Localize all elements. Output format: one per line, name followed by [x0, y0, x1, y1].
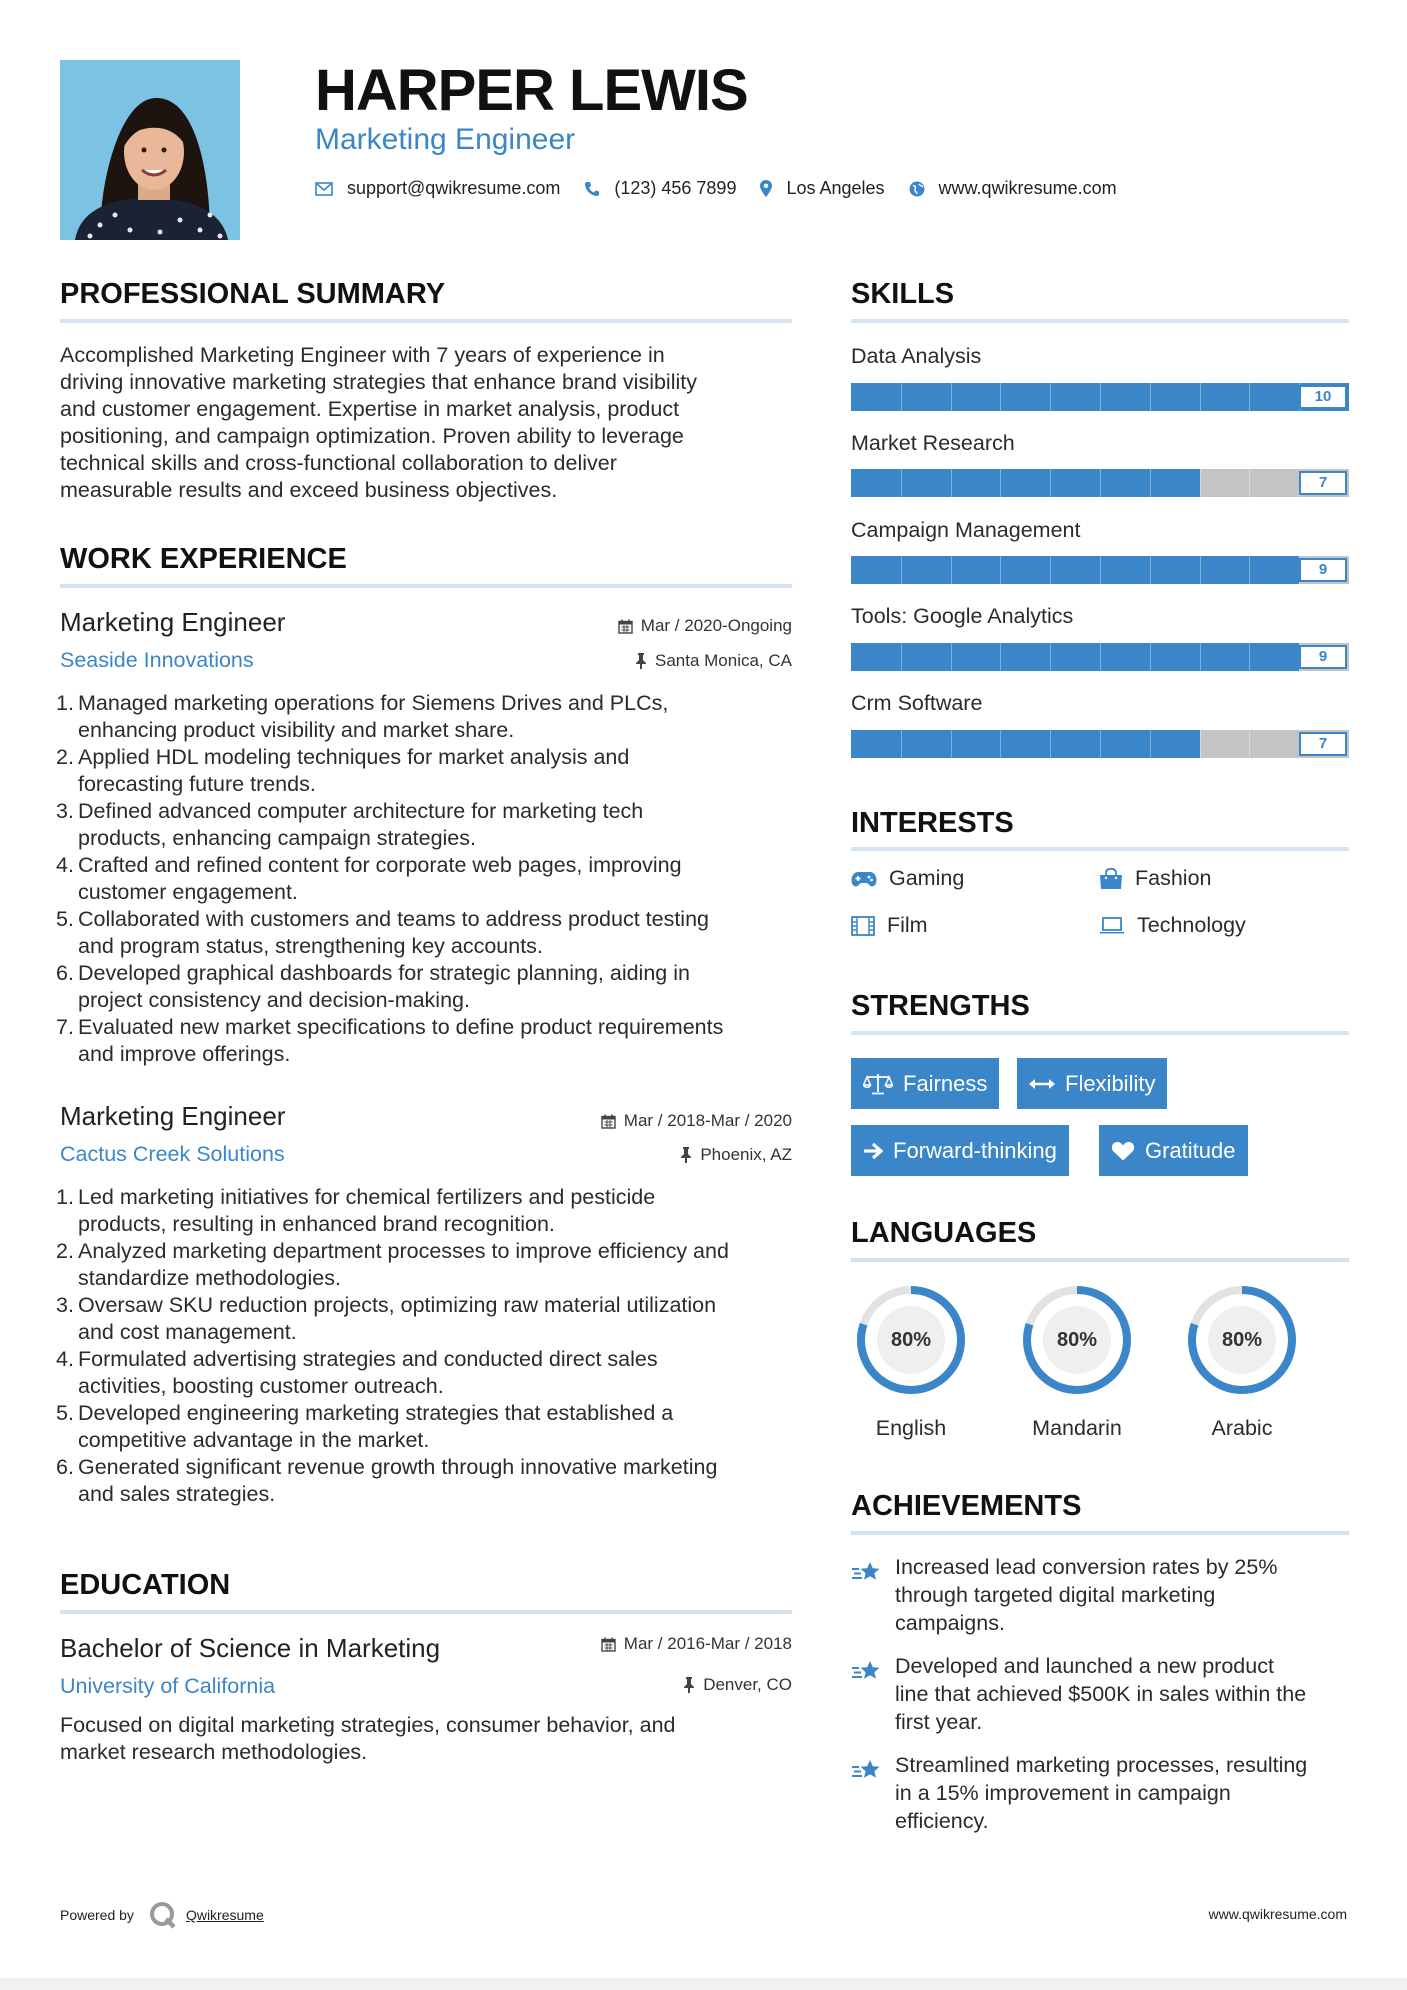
skill-bar-segment — [1050, 643, 1051, 671]
contact-bar — [315, 178, 1141, 199]
language-percent: 80% — [1221, 1328, 1263, 1351]
list-item: 5. Collaborated with customers and teams to address product testing and program status, strengthening key accounts. — [56, 907, 709, 958]
list-item: 2. Analyzed marketing department processes to improve efficiency and standardize methodologies. — [56, 1239, 729, 1290]
interests-rule — [851, 847, 1349, 851]
skill-bar-segment — [901, 469, 902, 497]
list-item: 2. Applied HDL modeling techniques for market analysis and forecasting future trends. — [56, 745, 630, 796]
skill-bar-segment — [1000, 469, 1001, 497]
experience-rule — [60, 584, 792, 588]
interest-item — [1099, 913, 1246, 938]
candidate-name: HARPER LEWIS — [315, 58, 748, 123]
map-pin-icon — [760, 180, 772, 197]
achievement-text: Increased lead conversion rates by 25% through targeted digital marketing campaigns. — [895, 1555, 1278, 1635]
job-dates — [601, 1110, 792, 1132]
skill-bar-segment — [951, 469, 952, 497]
skill-bar-segment — [1000, 643, 1001, 671]
envelope-icon — [315, 182, 333, 196]
footer-website[interactable]: www.qwikresume.com — [1208, 1906, 1347, 1922]
skill-bar-segment — [1249, 469, 1250, 497]
skill-bar-segment — [1150, 643, 1151, 671]
contact-phone-text: (123) 456 7899 — [614, 178, 737, 198]
list-item: 1. Managed marketing operations for Siemens Drives and PLCs, enhancing product visibility and market share. — [56, 691, 669, 742]
shopping-bag-icon — [1099, 868, 1123, 890]
interest-item — [851, 866, 964, 891]
skill-bar-segment — [1100, 556, 1101, 584]
education-description — [60, 1712, 800, 1766]
skill-bar-segment — [1100, 383, 1101, 411]
skill-bar-segment — [1050, 469, 1051, 497]
list-item: 6. Developed graphical dashboards for strategic planning, aiding in project consistency and decision-making. — [56, 961, 690, 1012]
job-bullets — [56, 690, 805, 1068]
skill-label: Crm Software — [851, 691, 983, 715]
contact-location — [760, 178, 884, 199]
list-item: 3. Oversaw SKU reduction projects, optimizing raw material utilization and cost management. — [56, 1293, 717, 1344]
skill-label: Tools: Google Analytics — [851, 604, 1074, 628]
job-dates-text: Mar / 2018-Mar / 2020 — [623, 1111, 792, 1130]
calendar-icon — [601, 1114, 616, 1129]
strength-tag — [1099, 1125, 1248, 1176]
skill-bar-fill — [851, 730, 1200, 758]
job-location-text: Santa Monica, CA — [654, 651, 792, 670]
skill-bar-segment — [951, 383, 952, 411]
arrow-right-icon — [863, 1142, 883, 1160]
skill-level: 10 — [1299, 385, 1347, 409]
skill-bar-segment — [901, 643, 902, 671]
interests-heading: INTERESTS — [851, 807, 1014, 839]
list-item: 5. Developed engineering marketing strategies that established a competitive advantage in the market. — [56, 1401, 674, 1452]
interest-label: Technology — [1137, 913, 1246, 937]
job-location-text: Phoenix, AZ — [700, 1145, 792, 1164]
interest-label: Fashion — [1135, 866, 1212, 890]
job-location — [635, 650, 792, 672]
shooting-star-icon — [851, 1560, 883, 1591]
skill-bar-fill — [851, 556, 1299, 584]
candidate-title: Marketing Engineer — [315, 123, 576, 156]
language-ring — [1016, 1279, 1138, 1401]
skill-bar-segment — [1200, 643, 1201, 671]
job-dates — [618, 615, 792, 637]
education-line: market research methodologies. — [60, 1740, 368, 1764]
interest-label: Gaming — [889, 866, 965, 890]
skill-bar-segment — [1000, 730, 1001, 758]
education-location-text: Denver, CO — [703, 1675, 792, 1694]
company-name: Cactus Creek Solutions — [60, 1142, 285, 1166]
skill-bar — [851, 556, 1349, 584]
contact-email[interactable] — [315, 178, 560, 199]
summary-line: technical skills and cross-functional collaboration to deliver — [60, 451, 617, 475]
skill-bar-segment — [1100, 643, 1101, 671]
job-title: Marketing Engineer — [60, 607, 286, 637]
calendar-icon — [618, 619, 633, 634]
skill-bar-segment — [1249, 383, 1250, 411]
interest-item — [851, 913, 928, 938]
skill-bar-segment — [1150, 383, 1151, 411]
skill-label: Campaign Management — [851, 518, 1081, 542]
strength-label: Gratitude — [1145, 1137, 1236, 1163]
skill-level: 9 — [1299, 645, 1347, 669]
strength-tag — [1017, 1058, 1167, 1109]
strengths-heading: STRENGTHS — [851, 990, 1030, 1022]
education-line: Focused on digital marketing strategies, consumer behavior, and — [60, 1713, 676, 1737]
experience-heading: WORK EXPERIENCE — [60, 543, 347, 575]
degree-title: Bachelor of Science in Marketing — [60, 1633, 441, 1663]
skill-bar-segment — [1200, 383, 1201, 411]
skill-bar-segment — [901, 730, 902, 758]
education-dates-text: Mar / 2016-Mar / 2018 — [623, 1634, 792, 1653]
skill-label: Market Research — [851, 431, 1015, 455]
strength-tag — [851, 1058, 999, 1109]
bottom-strip — [0, 1978, 1407, 1990]
strength-label: Flexibility — [1065, 1070, 1156, 1096]
job-dates-text: Mar / 2020-Ongoing — [640, 616, 792, 635]
language-percent: 80% — [890, 1328, 932, 1351]
list-item: 4. Crafted and refined content for corporate web pages, improving customer engagement. — [56, 853, 682, 904]
languages-rule — [851, 1258, 1349, 1262]
interest-label: Film — [887, 913, 928, 937]
pushpin-icon — [683, 1677, 695, 1693]
contact-website[interactable] — [909, 178, 1117, 199]
skill-bar-segment — [1200, 730, 1201, 758]
heart-icon — [1111, 1141, 1135, 1161]
skill-bar-segment — [1249, 556, 1250, 584]
skill-bar-segment — [1150, 730, 1151, 758]
list-item: 7. Evaluated new market specifications to define product requirements and improve offerings. — [56, 1015, 724, 1066]
education-location — [683, 1674, 792, 1696]
arrows-horizontal-icon — [1029, 1077, 1055, 1091]
pushpin-icon — [680, 1147, 692, 1163]
job-location — [680, 1144, 792, 1166]
company-name: Seaside Innovations — [60, 648, 254, 672]
contact-email-text: support@qwikresume.com — [347, 178, 561, 198]
achievement-text: Streamlined marketing processes, resulting in a 15% improvement in campaign efficiency. — [895, 1753, 1308, 1833]
contact-phone[interactable] — [584, 178, 736, 199]
qwikresume-link[interactable]: Qwikresume — [185, 1907, 264, 1923]
skill-bar-segment — [1050, 383, 1051, 411]
language-name: English — [875, 1416, 947, 1440]
skill-bar — [851, 469, 1349, 497]
language-ring — [1181, 1279, 1303, 1401]
job-bullets — [56, 1184, 805, 1508]
gamepad-icon — [851, 870, 877, 888]
shooting-star-icon — [851, 1659, 883, 1690]
footer-powered-by — [60, 1900, 264, 1930]
languages-heading: LANGUAGES — [851, 1217, 1037, 1249]
skills-heading: SKILLS — [851, 278, 955, 310]
summary-rule — [60, 319, 792, 323]
globe-icon — [909, 181, 925, 197]
skill-level: 9 — [1299, 558, 1347, 582]
skill-bar-segment — [1000, 556, 1001, 584]
skill-bar-segment — [1200, 556, 1201, 584]
list-item: 1. Led marketing initiatives for chemical fertilizers and pesticide products, resulting in enhanced brand recognition. — [56, 1185, 656, 1236]
summary-line: driving innovative marketing strategies that enhance brand visibility — [60, 370, 697, 394]
skill-bar-segment — [1050, 556, 1051, 584]
calendar-icon — [601, 1637, 616, 1652]
strength-label: Forward-thinking — [893, 1137, 1057, 1163]
qwikresume-logo-icon — [148, 1900, 178, 1930]
phone-icon — [584, 181, 600, 197]
language-name: Arabic — [1211, 1416, 1273, 1440]
education-heading: EDUCATION — [60, 1569, 231, 1601]
language-name: Mandarin — [1032, 1416, 1122, 1440]
skill-bar-fill — [851, 643, 1299, 671]
skill-level: 7 — [1299, 471, 1347, 495]
profile-photo — [60, 60, 240, 240]
list-item: 3. Defined advanced computer architecture for marketing tech products, enhancing campaign strategies. — [56, 799, 644, 850]
skill-bar-segment — [1150, 556, 1151, 584]
skill-bar-fill — [851, 469, 1200, 497]
interest-item — [1099, 866, 1212, 891]
skill-bar-segment — [1200, 469, 1201, 497]
summary-line: positioning, and campaign optimization. Proven ability to leverage — [60, 424, 684, 448]
film-icon — [851, 916, 875, 936]
skill-bar-segment — [951, 643, 952, 671]
contact-location-text: Los Angeles — [786, 178, 885, 198]
skill-bar-segment — [901, 556, 902, 584]
summary-heading: PROFESSIONAL SUMMARY — [60, 278, 446, 310]
strength-label: Fairness — [903, 1070, 988, 1096]
skill-bar-segment — [1249, 730, 1250, 758]
school-name: University of California — [60, 1674, 276, 1698]
skill-bar-segment — [1150, 469, 1151, 497]
skill-bar-segment — [1100, 469, 1101, 497]
education-rule — [60, 1610, 792, 1614]
education-dates — [601, 1633, 792, 1655]
skill-bar-segment — [1050, 730, 1051, 758]
skill-bar-segment — [1000, 383, 1001, 411]
skill-label: Data Analysis — [851, 344, 982, 368]
skill-bar-segment — [951, 730, 952, 758]
skill-bar — [851, 730, 1349, 758]
skill-bar-segment — [951, 556, 952, 584]
summary-line: measurable results and exceed business objectives. — [60, 478, 558, 502]
contact-website-text: www.qwikresume.com — [938, 178, 1117, 198]
language-percent: 80% — [1056, 1328, 1098, 1351]
skills-rule — [851, 319, 1349, 323]
language-ring — [850, 1279, 972, 1401]
shooting-star-icon — [851, 1758, 883, 1789]
skill-bar-segment — [1100, 730, 1101, 758]
summary-line: and customer engagement. Expertise in market analysis, product — [60, 397, 680, 421]
list-item: 4. Formulated advertising strategies and conducted direct sales activities, boosting customer outreach. — [56, 1347, 658, 1398]
laptop-icon — [1099, 917, 1125, 935]
job-title: Marketing Engineer — [60, 1101, 286, 1131]
skill-bar — [851, 643, 1349, 671]
achievement-text: Developed and launched a new product line that achieved $500K in sales within the first year. — [895, 1654, 1307, 1734]
list-item: 6. Generated significant revenue growth through innovative marketing and sales strategies. — [56, 1455, 718, 1506]
pushpin-icon — [635, 653, 647, 669]
summary-text — [60, 342, 800, 504]
skill-level: 7 — [1299, 732, 1347, 756]
skill-bar — [851, 383, 1349, 411]
achievements-heading: ACHIEVEMENTS — [851, 1490, 1082, 1522]
powered-by-text: Powered by — [60, 1907, 134, 1923]
strengths-rule — [851, 1031, 1349, 1035]
summary-line: Accomplished Marketing Engineer with 7 years of experience in — [60, 343, 665, 367]
achievements-rule — [851, 1531, 1349, 1535]
strength-tag — [851, 1125, 1069, 1176]
skill-bar-segment — [901, 383, 902, 411]
balance-scale-icon — [863, 1073, 893, 1095]
skill-bar-segment — [1249, 643, 1250, 671]
